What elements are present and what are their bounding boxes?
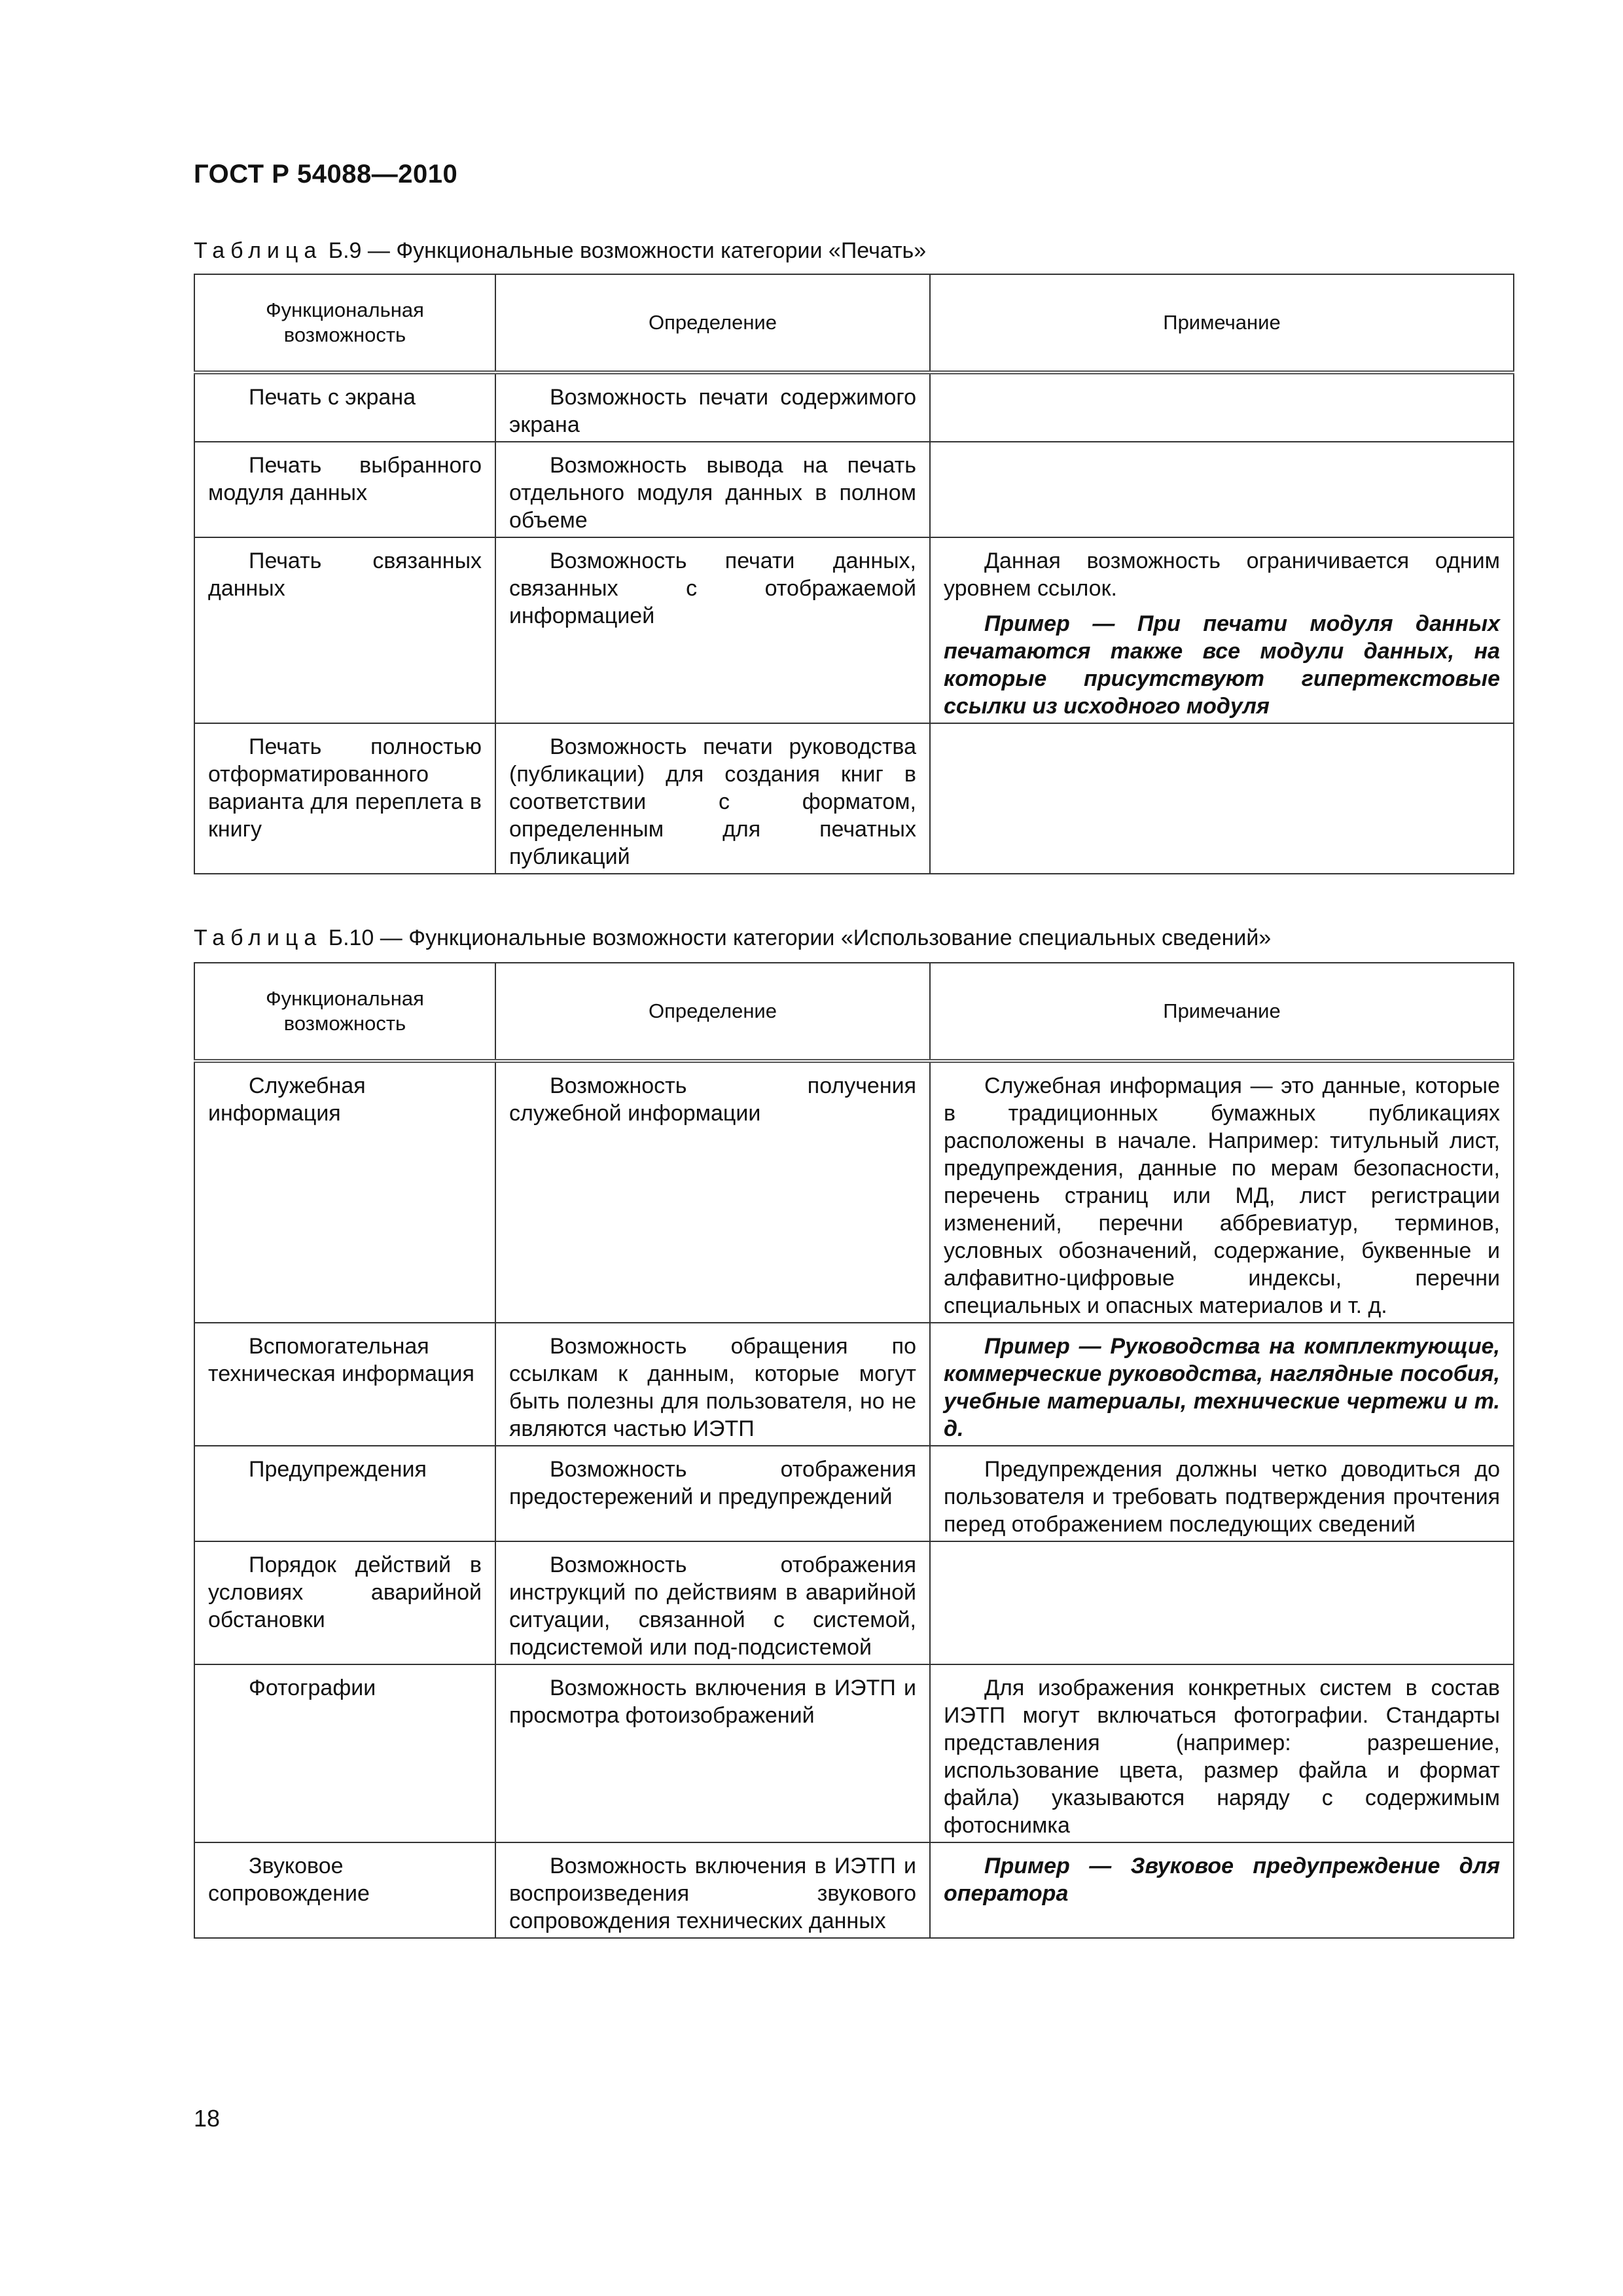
- table-row: [194, 723, 1514, 874]
- table2-header-row: [194, 963, 1514, 1061]
- definition-text: Возможность включения в ИЭТП и просмотра фотоизображений: [509, 1676, 916, 1728]
- page-number: 18: [194, 2105, 221, 2132]
- table-row: [194, 1541, 1514, 1664]
- definition-text: Возможность отображения предостережений и предупреждений: [509, 1457, 916, 1509]
- header-function: Функциональная возможность: [194, 963, 495, 1061]
- example-text: Пример — Звуковое предупреждение для оператора: [944, 1854, 1500, 1906]
- table1-caption-prefix: Таблица: [194, 238, 323, 263]
- function-name: Печать связанных данных: [208, 548, 482, 601]
- note-cell: [930, 723, 1514, 874]
- definition-cell: [495, 442, 930, 537]
- function-cell: [194, 1541, 495, 1664]
- function-name: Предупреждения: [249, 1457, 427, 1482]
- table1-caption-text: Б.9 — Функциональные возможности категории «Печать»: [328, 238, 927, 263]
- note-cell: [930, 1446, 1514, 1541]
- function-cell: [194, 1323, 495, 1446]
- header-definition: Определение: [495, 963, 930, 1061]
- table-row: [194, 442, 1514, 537]
- table-row: [194, 1446, 1514, 1541]
- table-row: [194, 1842, 1514, 1938]
- table-row: [194, 1323, 1514, 1446]
- table-row: [194, 537, 1514, 723]
- function-cell: [194, 372, 495, 442]
- function-cell: [194, 1842, 495, 1938]
- definition-text: Возможность печати данных, связанных с отображаемой информацией: [509, 548, 916, 628]
- definition-cell: [495, 723, 930, 874]
- definition-text: Возможность включения в ИЭТП и воспроизведения звукового сопровождения технических данных: [509, 1854, 916, 1933]
- function-name: Звуковое сопровождение: [208, 1854, 370, 1906]
- definition-text: Возможность обращения по ссылкам к данным, которые могут быть полезны для пользователя, но не являются частью ИЭТП: [509, 1334, 916, 1441]
- table2-caption-prefix: Таблица: [194, 925, 323, 950]
- definition-cell: [495, 1446, 930, 1541]
- note-cell: [930, 1842, 1514, 1938]
- table2: [194, 962, 1514, 1939]
- note-text: Данная возможность ограничивается одним уровнем ссылок.: [944, 548, 1500, 601]
- function-name: Фотографии: [249, 1676, 376, 1700]
- table2-caption-text: Б.10 — Функциональные возможности категории «Использование специальных сведений»: [328, 925, 1272, 950]
- note-text: Предупреждения должны четко доводиться до пользователя и требовать подтверждения прочтения перед отображением последующих сведений: [944, 1457, 1500, 1537]
- function-name: Печать полностью отформатированного варианта для переплета в книгу: [208, 734, 482, 842]
- definition-text: Возможность печати содержимого экрана: [509, 385, 916, 437]
- function-name: Служебная информация: [208, 1073, 366, 1126]
- table1-header-row: [194, 274, 1514, 372]
- note-text: Для изображения конкретных систем в состав ИЭТП могут включаться фотографии. Стандарты представления (например: разрешение, использование цвета, размер файла и формат файла) указываются наряду с содержимым фотоснимка: [944, 1676, 1500, 1838]
- header-definition: Определение: [495, 274, 930, 372]
- example-text: Пример — При печати модуля данных печатаются также все модули данных, на которые присутствуют гипертекстовые ссылки из исходного модуля: [944, 611, 1500, 719]
- table1: [194, 274, 1514, 874]
- definition-cell: [495, 1323, 930, 1446]
- function-name: Печать выбранного модуля данных: [208, 453, 482, 505]
- function-name: Вспомогательная техническая информация: [208, 1334, 474, 1386]
- note-cell: [930, 442, 1514, 537]
- table2-caption: [194, 925, 1271, 951]
- function-cell: [194, 1061, 495, 1323]
- note-cell: [930, 1541, 1514, 1664]
- function-name: Порядок действий в условиях аварийной обстановки: [208, 1552, 482, 1632]
- table-row: [194, 1061, 1514, 1323]
- note-cell: [930, 372, 1514, 442]
- note-cell: [930, 1061, 1514, 1323]
- definition-text: Возможность отображения инструкций по действиям в аварийной ситуации, связанной с системой, подсистемой или под-подсистемой: [509, 1552, 916, 1660]
- definition-text: Возможность печати руководства (публикации) для создания книг в соответствии с форматом, определенным для печатных публикаций: [509, 734, 916, 869]
- header-note: Примечание: [930, 274, 1514, 372]
- note-text: Служебная информация — это данные, которые в традиционных бумажных публикациях расположены в начале. Например: титульный лист, предупреждения, данные по мерам безопасности, перечень страниц или МД, лист регистрации изменений, перечни аббревиатур, терминов, условных обозначений, содержание, буквенные и алфавитно-цифровые индексы, перечни специальных и опасных материалов и т. д.: [944, 1073, 1500, 1318]
- function-name: Печать с экрана: [249, 385, 416, 410]
- note-cell: [930, 1664, 1514, 1842]
- definition-cell: [495, 537, 930, 723]
- table-row: [194, 1664, 1514, 1842]
- function-cell: [194, 1664, 495, 1842]
- header-note: Примечание: [930, 963, 1514, 1061]
- note-cell: [930, 537, 1514, 723]
- function-cell: [194, 442, 495, 537]
- definition-text: Возможность вывода на печать отдельного модуля данных в полном объеме: [509, 453, 916, 533]
- definition-cell: [495, 1541, 930, 1664]
- note-cell: [930, 1323, 1514, 1446]
- definition-cell: [495, 1664, 930, 1842]
- table1-caption: [194, 238, 926, 264]
- definition-text: Возможность получения служебной информации: [509, 1073, 916, 1126]
- document-header: ГОСТ Р 54088—2010: [194, 160, 458, 188]
- definition-cell: [495, 372, 930, 442]
- table-row: [194, 372, 1514, 442]
- function-cell: [194, 1446, 495, 1541]
- definition-cell: [495, 1061, 930, 1323]
- function-cell: [194, 723, 495, 874]
- example-text: Пример — Руководства на комплектующие, коммерческие руководства, наглядные пособия, учебные материалы, технические чертежи и т. д.: [944, 1334, 1500, 1441]
- function-cell: [194, 537, 495, 723]
- header-function: Функциональная возможность: [194, 274, 495, 372]
- definition-cell: [495, 1842, 930, 1938]
